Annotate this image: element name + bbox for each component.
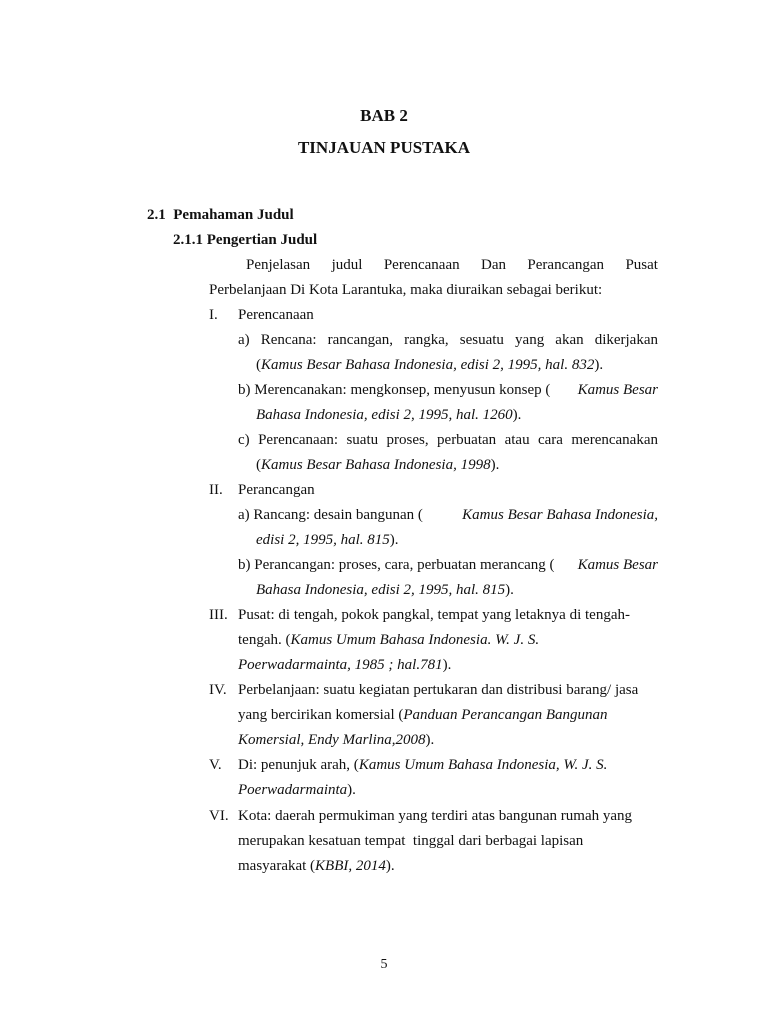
citation: Kamus Besar <box>577 557 658 573</box>
intro-word: judul <box>331 257 363 273</box>
citation: edisi 2, 1995, hal. 815 <box>256 532 390 548</box>
item-iii-number: III. <box>209 607 228 623</box>
item-i-a-line2: (Kamus Besar Bahasa Indonesia, edisi 2, 1995, hal. 832). <box>256 357 604 373</box>
intro-word: Dan <box>481 257 507 273</box>
item-v-line2: Poerwadarmainta). <box>238 782 356 798</box>
item-i-label: Perencanaan <box>238 307 314 323</box>
citation: Kamus Umum Bahasa Indonesia. W. J. S. <box>290 632 540 648</box>
item-i-c-line2: (Kamus Besar Bahasa Indonesia, 1998). <box>256 457 500 473</box>
item-i-b-line2: Bahasa Indonesia, edisi 2, 1995, hal. 1260). <box>256 407 522 423</box>
item-iv-number: IV. <box>209 682 227 698</box>
item-v-line1: Di: penunjuk arah, (Kamus Umum Bahasa Indonesia, W. J. S. <box>238 757 608 773</box>
intro-word: Penjelasan <box>246 257 311 273</box>
intro-word: Perencanaan <box>383 257 460 273</box>
item-iv-line2: yang bercirikan komersial (Panduan Perancangan Bangunan <box>238 707 608 723</box>
item-iii-line1: Pusat: di tengah, pokok pangkal, tempat yang letaknya di tengah- <box>238 607 630 623</box>
item-i-number: I. <box>209 307 218 323</box>
citation: Kamus Besar Bahasa Indonesia, edisi 2, 1995, hal. 832 <box>261 357 595 373</box>
item-vi-line2: merupakan kesatuan tempat tinggal dari berbagai lapisan <box>238 833 584 849</box>
page-number: 5 <box>380 957 388 972</box>
item-vi-line3: masyarakat (KBBI, 2014). <box>238 858 395 874</box>
section-title: Pemahaman Judul <box>173 207 294 223</box>
item-iii-line3: Poerwadarmainta, 1985 ; hal.781). <box>238 657 452 673</box>
item-vi-number: VI. <box>209 808 229 824</box>
citation: Panduan Perancangan Bangunan <box>403 707 608 723</box>
item-iv-line3: Komersial, Endy Marlina,2008). <box>238 732 435 748</box>
item-ii-b-line1: b) Perancangan: proses, cara, perbuatan merancang ( Kamus Besar <box>238 557 658 573</box>
item-ii-number: II. <box>209 482 223 498</box>
subsection-title: Pengertian Judul <box>206 232 318 248</box>
item-ii-a-line1: a) Rancang: desain bangunan ( Kamus Besar Bahasa Indonesia, <box>238 507 658 523</box>
citation: Kamus Besar <box>577 382 658 398</box>
item-i-c-line1: c) Perencanaan: suatu proses, perbuatan atau cara merencanakan <box>238 432 658 448</box>
chapter-number: BAB 2 <box>360 106 408 125</box>
intro-line-1 <box>246 255 658 275</box>
chapter-title: TINJAUAN PUSTAKA <box>297 138 471 157</box>
citation: Poerwadarmainta, 1985 ; hal.781 <box>238 657 443 673</box>
intro-word: Perancangan <box>527 257 605 273</box>
section-number: 2.1 <box>147 207 166 223</box>
item-i-a-line1: a) Rencana: rancangan, rangka, sesuatu yang akan dikerjakan <box>238 332 658 348</box>
section-heading <box>147 205 294 225</box>
item-ii-b-line2: Bahasa Indonesia, edisi 2, 1995, hal. 815). <box>256 582 514 598</box>
item-iii-line2: tengah. (Kamus Umum Bahasa Indonesia. W. J. S. <box>238 632 540 648</box>
citation: Kamus Besar Bahasa Indonesia, <box>462 507 658 523</box>
subsection-heading <box>173 230 317 250</box>
citation: Bahasa Indonesia, edisi 2, 1995, hal. 815 <box>256 582 506 598</box>
item-vi-line1: Kota: daerah permukiman yang terdiri atas bangunan rumah yang <box>238 808 633 824</box>
citation: Poerwadarmainta <box>238 782 348 798</box>
item-ii-label: Perancangan <box>238 482 315 498</box>
intro-line-2: Perbelanjaan Di Kota Larantuka, maka diuraikan sebagai berikut: <box>209 282 603 298</box>
item-ii-a-line2: edisi 2, 1995, hal. 815). <box>256 532 399 548</box>
citation: Kamus Besar Bahasa Indonesia, 1998 <box>261 457 491 473</box>
citation: KBBI, 2014 <box>315 858 386 874</box>
subsection-number: 2.1.1 <box>173 232 203 248</box>
item-v-number: V. <box>209 757 222 773</box>
item-iv-line1: Perbelanjaan: suatu kegiatan pertukaran dan distribusi barang/ jasa <box>238 682 639 698</box>
citation: Komersial, Endy Marlina,2008 <box>238 732 426 748</box>
item-i-b-line1: b) Merencanakan: mengkonsep, menyusun konsep ( Kamus Besar <box>238 382 658 398</box>
citation: Kamus Umum Bahasa Indonesia, W. J. S. <box>358 757 608 773</box>
intro-word: Pusat <box>625 257 658 273</box>
citation: Bahasa Indonesia, edisi 2, 1995, hal. 1260 <box>256 407 513 423</box>
